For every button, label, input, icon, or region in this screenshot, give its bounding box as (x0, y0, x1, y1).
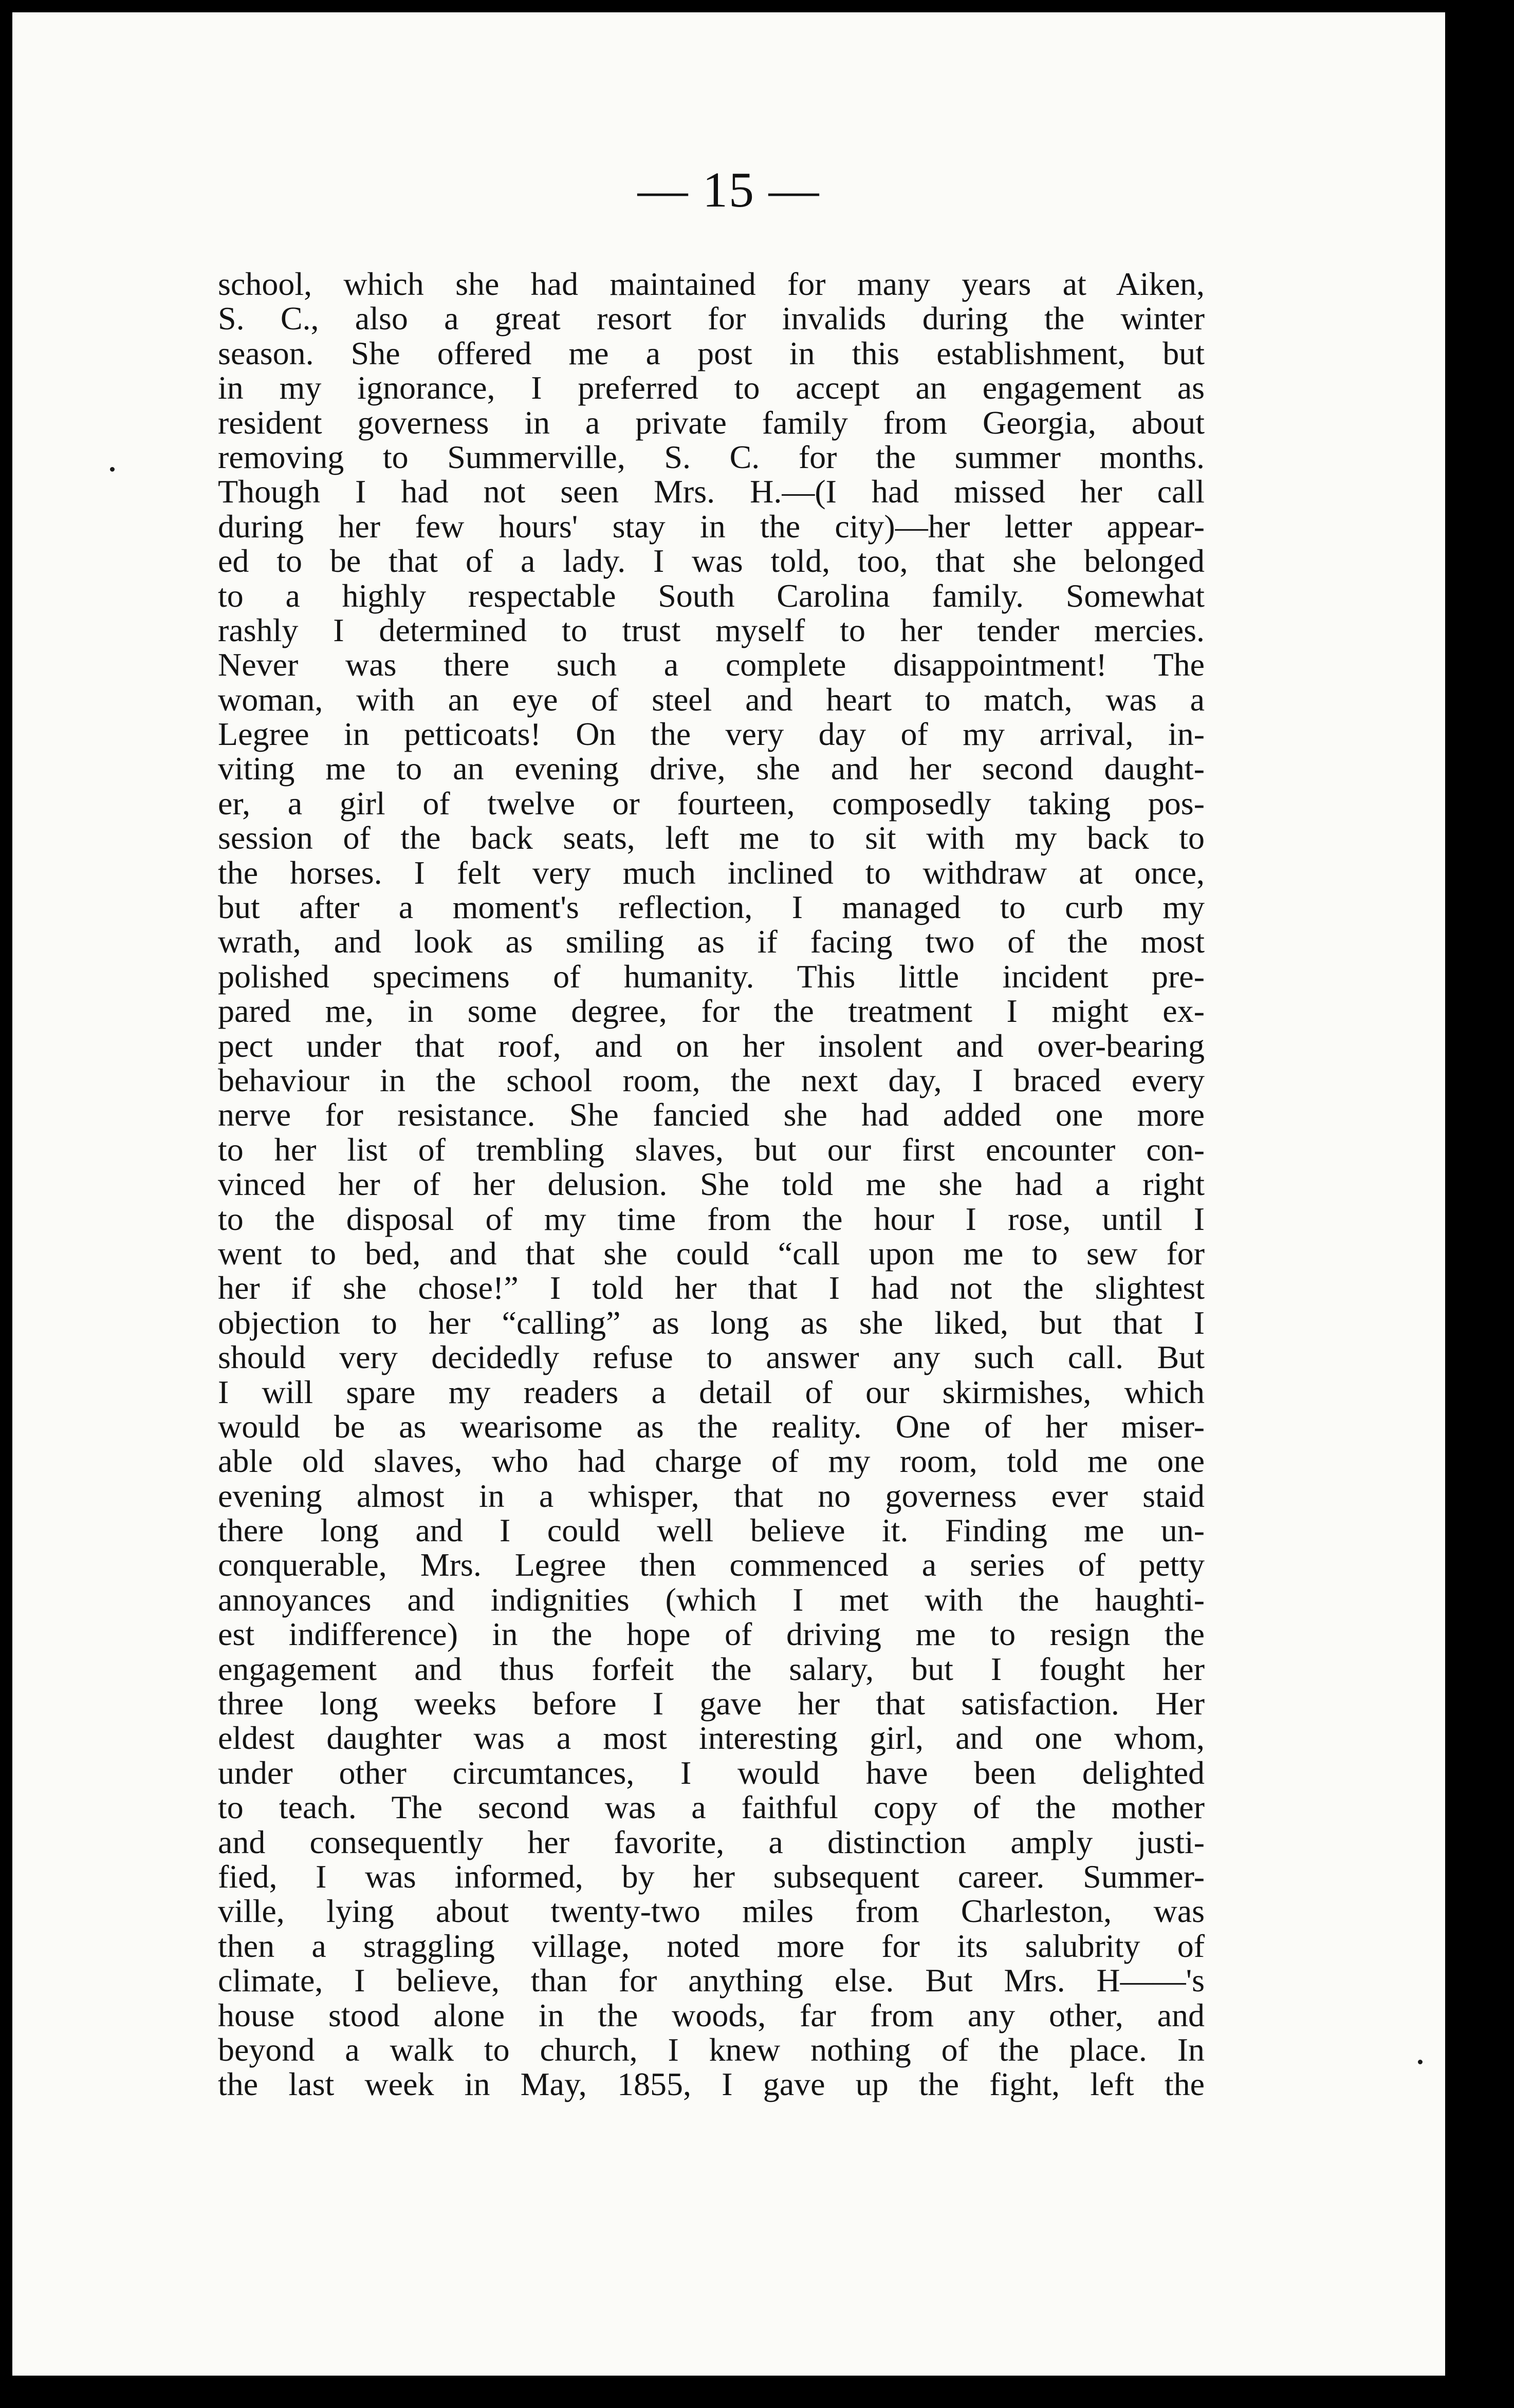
text-line: the horses. I felt very much inclined to withdraw at once, (218, 854, 1205, 891)
text-line: the last week in May, 1855, I gave up the fight, left the (218, 2066, 1205, 2103)
text-line: removing to Summerville, S. C. for the summer months. (218, 438, 1205, 475)
page-number: — 15 — (637, 162, 820, 218)
book-page (12, 12, 1445, 2376)
text-line: should very decidedly refuse to answer any such call. But (218, 1339, 1205, 1376)
text-line: ville, lying about twenty-two miles from Charleston, was (218, 1893, 1205, 1930)
text-line: evening almost in a whisper, that no governess ever staid (218, 1477, 1205, 1514)
text-line: pared me, in some degree, for the treatment I might ex- (218, 993, 1205, 1030)
text-line: pect under that roof, and on her insolent and over-bearing (218, 1027, 1205, 1064)
text-line: to teach. The second was a faithful copy of the mother (218, 1789, 1205, 1826)
text-line: viting me to an evening drive, she and her second daught- (218, 750, 1205, 787)
text-line: engagement and thus forfeit the salary, but I fought her (218, 1650, 1205, 1687)
text-line: rashly I determined to trust myself to her tender mercies. (218, 611, 1205, 648)
body-text (218, 267, 1205, 2102)
text-line: I will spare my readers a detail of our skirmishes, which (218, 1373, 1205, 1410)
text-line: to her list of trembling slaves, but our first encounter con- (218, 1131, 1205, 1168)
text-line: woman, with an eye of steel and heart to match, was a (218, 681, 1205, 718)
text-line: conquerable, Mrs. Legree then commenced a series of petty (218, 1546, 1205, 1583)
text-line: during her few hours' stay in the city)—her letter appear- (218, 508, 1205, 545)
text-line: to a highly respectable South Carolina family. Somewhat (218, 577, 1205, 614)
text-line: Though I had not seen Mrs. H.—(I had missed her call (218, 473, 1205, 510)
text-line: fied, I was informed, by her subsequent career. Summer- (218, 1858, 1205, 1895)
text-line: beyond a walk to church, I knew nothing of the place. In (218, 2031, 1205, 2068)
text-line: ed to be that of a lady. I was told, too, that she belonged (218, 543, 1205, 580)
text-line: nerve for resistance. She fancied she had added one more (218, 1096, 1205, 1133)
text-line: annoyances and indignities (which I met with the haughti- (218, 1581, 1205, 1618)
text-line: Legree in petticoats! On the very day of my arrival, in- (218, 716, 1205, 753)
text-line: vinced her of her delusion. She told me she had a right (218, 1166, 1205, 1203)
text-line: there long and I could well believe it. Finding me un- (218, 1512, 1205, 1549)
text-line: session of the back seats, left me to sit with my back to (218, 819, 1205, 856)
text-line: climate, I believe, than for anything else. But Mrs. H——'s (218, 1962, 1205, 1999)
text-line: er, a girl of twelve or fourteen, composedly taking pos- (218, 785, 1205, 822)
text-line: behaviour in the school room, the next day, I braced every (218, 1061, 1205, 1098)
text-line: went to bed, and that she could “call upon me to sew for (218, 1235, 1205, 1272)
margin-speck (1418, 2060, 1423, 2064)
text-line: in my ignorance, I preferred to accept an engagement as (218, 369, 1205, 406)
text-line: Never was there such a complete disappointment! The (218, 646, 1205, 683)
text-line: under other circumtances, I would have been delighted (218, 1754, 1205, 1791)
text-line: and consequently her favorite, a distinction amply justi- (218, 1823, 1205, 1860)
text-line: but after a moment's reflection, I managed to curb my (218, 889, 1205, 926)
text-line: house stood alone in the woods, far from any other, and (218, 1996, 1205, 2033)
text-line: objection to her “calling” as long as she liked, but that I (218, 1304, 1205, 1341)
text-line: est indifference) in the hope of driving me to resign the (218, 1616, 1205, 1653)
text-line: would be as wearisome as the reality. One of her miser- (218, 1408, 1205, 1445)
text-line: school, which she had maintained for many years at Aiken, (218, 266, 1205, 302)
text-line: able old slaves, who had charge of my room, told me one (218, 1443, 1205, 1480)
text-line: polished specimens of humanity. This little incident pre- (218, 958, 1205, 995)
text-line: wrath, and look as smiling as if facing two of the most (218, 923, 1205, 960)
margin-speck (110, 467, 115, 472)
text-line: three long weeks before I gave her that satisfaction. Her (218, 1685, 1205, 1722)
text-line: eldest daughter was a most interesting girl, and one whom, (218, 1720, 1205, 1757)
text-line: then a straggling village, noted more for its salubrity of (218, 1927, 1205, 1964)
scan-border (1475, 0, 1514, 2408)
text-line: her if she chose!” I told her that I had not the slightest (218, 1270, 1205, 1306)
text-line: resident governess in a private family from Georgia, about (218, 404, 1205, 441)
text-line: season. She offered me a post in this establishment, but (218, 334, 1205, 371)
text-line: to the disposal of my time from the hour I rose, until I (218, 1200, 1205, 1237)
text-line: S. C., also a great resort for invalids during the winter (218, 300, 1205, 337)
